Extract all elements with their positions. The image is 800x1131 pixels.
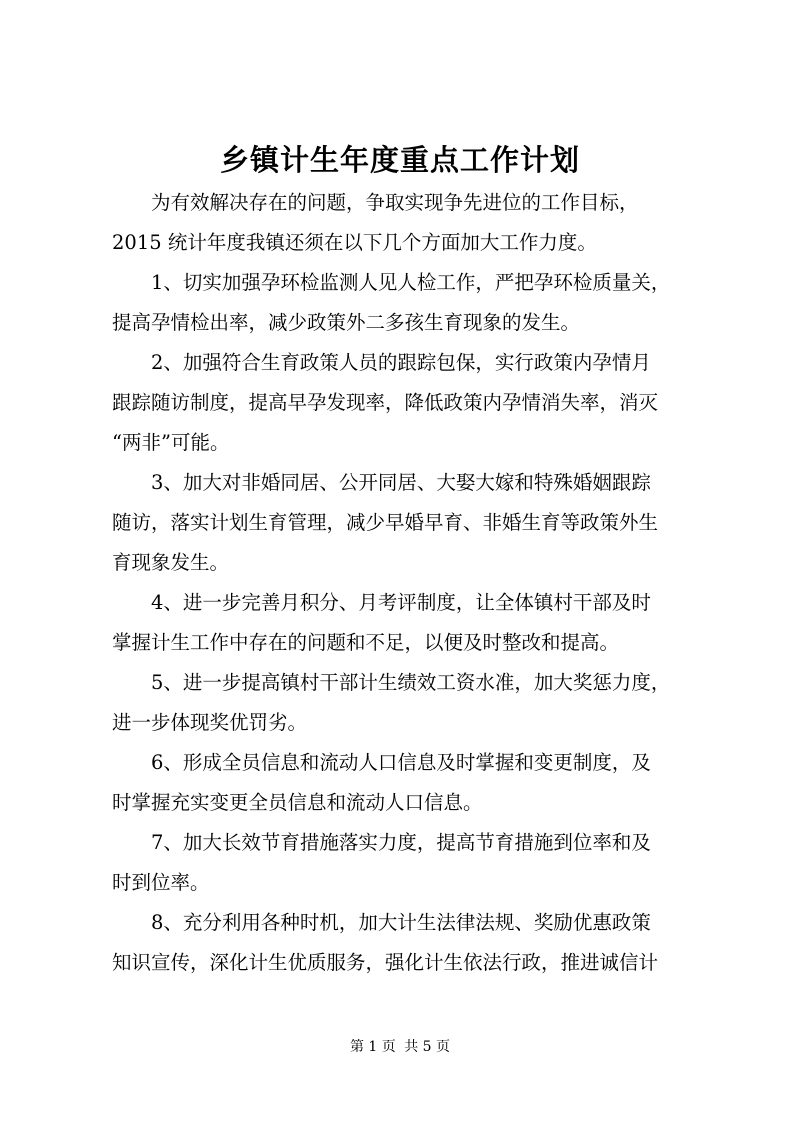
paragraph-line: 8、充分利用各种时机，加大计生法律法规、奖励优惠政策 xyxy=(151,911,651,934)
paragraph-line: 时到位率。 xyxy=(112,871,210,894)
document-title: 乡镇计生年度重点工作计划 xyxy=(219,143,580,177)
paragraph-item-4 xyxy=(112,583,712,663)
page-footer xyxy=(0,1036,800,1056)
paragraph-line: 进一步体现奖优罚劣。 xyxy=(112,711,308,734)
paragraph-item-2 xyxy=(112,343,712,463)
paragraph-item-8 xyxy=(112,903,712,983)
paragraph-line: 1、切实加强孕环检监测人见人检工作，严把孕环检质量关， xyxy=(151,271,671,294)
paragraph-item-5 xyxy=(112,663,712,743)
paragraph-item-1 xyxy=(112,263,712,343)
page-total: 共 5 页 xyxy=(404,1039,451,1055)
page-number: 第 1 页 xyxy=(349,1039,396,1055)
paragraph-line: 知识宣传，深化计生优质服务，强化计生依法行政，推进诚信计 xyxy=(112,951,659,974)
paragraph-line: 为有效解决存在的问题，争取实现争先进位的工作目标， xyxy=(151,191,639,214)
paragraph-line: 4、进一步完善月积分、月考评制度，让全体镇村干部及时 xyxy=(151,591,651,614)
paragraph-line: 5、进一步提高镇村干部计生绩效工资水准，加大奖惩力度， xyxy=(151,671,671,694)
paragraph-line: 育现象发生。 xyxy=(112,551,230,574)
paragraph-line: 跟踪随访制度，提高早孕发现率，降低政策内孕情消失率，消灭 xyxy=(112,391,659,414)
document-body xyxy=(112,183,712,983)
paragraph-line: “两非”可能。 xyxy=(112,431,230,454)
paragraph-line: 6、形成全员信息和流动人口信息及时掌握和变更制度，及 xyxy=(151,751,651,774)
paragraph-line: 时掌握充实变更全员信息和流动人口信息。 xyxy=(112,791,483,814)
paragraph-line: 2015 统计年度我镇还须在以下几个方面加大工作力度。 xyxy=(112,231,597,254)
paragraph-line: 提高孕情检出率，减少政策外二多孩生育现象的发生。 xyxy=(112,311,581,334)
paragraph-line: 掌握计生工作中存在的问题和不足，以便及时整改和提高。 xyxy=(112,631,620,654)
paragraph-intro xyxy=(112,183,712,263)
paragraph-item-6 xyxy=(112,743,712,823)
paragraph-line: 3、加大对非婚同居、公开同居、大娶大嫁和特殊婚姻跟踪 xyxy=(151,471,651,494)
paragraph-line: 随访，落实计划生育管理，减少早婚早育、非婚生育等政策外生 xyxy=(112,511,659,534)
paragraph-item-3 xyxy=(112,463,712,583)
paragraph-item-7 xyxy=(112,823,712,903)
paragraph-line: 7、加大长效节育措施落实力度，提高节育措施到位率和及 xyxy=(151,831,651,854)
paragraph-line: 2、加强符合生育政策人员的跟踪包保，实行政策内孕情月 xyxy=(151,351,651,374)
